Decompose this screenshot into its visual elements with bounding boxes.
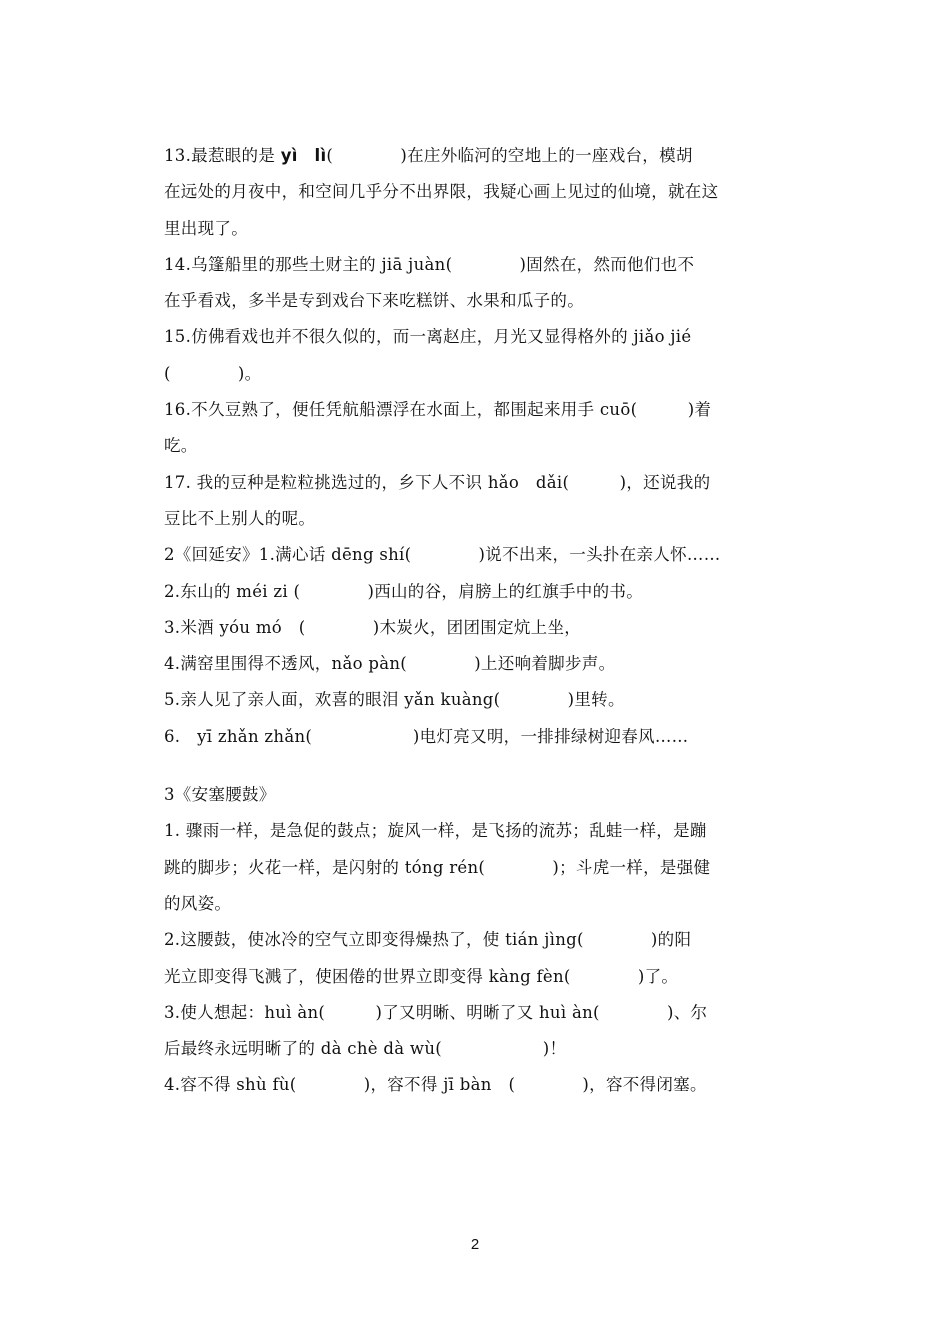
text-line: 15.仿佛看戏也并不很久似的，而一离赵庄，月光又显得格外的 jiǎo jié: [164, 327, 692, 347]
text-line: 5.亲人见了亲人面，欢喜的眼泪 yǎn kuàng( )里转。: [164, 690, 625, 710]
text-line: 4.容不得 shù fù( )，容不得 jī bàn ( )，容不得闭塞。: [164, 1075, 707, 1095]
text-line: 4.满窑里围得不透风，nǎo pàn( )上还响着脚步声。: [164, 654, 616, 674]
text-line: 3.米酒 yóu mó ( )木炭火，团团围定炕上坐，: [164, 617, 582, 637]
text-line: 豆比不上别人的呢。: [164, 508, 316, 528]
text-line: ( )。: [164, 363, 262, 383]
pinyin-bold: yì lì: [280, 146, 327, 165]
text-line: 2.这腰鼓，使冰冷的空气立即变得燥热了，使 tián jìng( )的阳: [164, 930, 692, 950]
document-body: [164, 138, 790, 1104]
text-line: 13.最惹眼的是 yì lì( )在庄外临河的空地上的一座戏台，模胡: [164, 146, 693, 165]
text-line: 在远处的月夜中，和空间几乎分不出界限，我疑心画上见过的仙境，就在这: [164, 182, 719, 202]
text-line: 1. 骤雨一样，是急促的鼓点；旋风一样，是飞扬的流苏；乱蛙一样，是蹦: [164, 821, 707, 841]
section-title: 3《安塞腰鼓》: [164, 785, 276, 805]
spacer: [164, 755, 790, 777]
text-line: 6. yī zhǎn zhǎn( )电灯亮又明，一排排绿树迎春风……: [164, 726, 689, 746]
text-line: 在乎看戏，多半是专到戏台下来吃糕饼、水果和瓜子的。: [164, 291, 584, 311]
text-line: 后最终永远明晰了的 dà chè dà wù( )！: [164, 1039, 567, 1059]
text-line: 跳的脚步；火花一样，是闪射的 tóng rén( )；斗虎一样，是强健: [164, 857, 711, 877]
page-number: 2: [470, 1236, 480, 1253]
text-line: 2《回延安》1.满心话 dēng shí( )说不出来，一头扑在亲人怀……: [164, 545, 721, 565]
text-line: 16.不久豆熟了，便任凭航船漂浮在水面上，都围起来用手 cuō( )着: [164, 400, 712, 420]
text-line: 17. 我的豆种是粒粒挑选过的，乡下人不识 hǎo dǎi( )，还说我的: [164, 472, 711, 492]
text-line: 光立即变得飞溅了，使困倦的世界立即变得 kàng fèn( )了。: [164, 966, 679, 986]
text-line: 3.使人想起：huì àn( )了又明晰、明晰了又 huì àn( )、尔: [164, 1002, 708, 1022]
text-line: 的风姿。: [164, 893, 232, 913]
text-line: 吃。: [164, 436, 198, 456]
text-line: 2.东山的 méi zi ( )西山的谷，肩膀上的红旗手中的书。: [164, 581, 644, 601]
text-line: 14.乌篷船里的那些土财主的 jiā juàn( )固然在，然而他们也不: [164, 254, 695, 274]
text-line: 里出现了。: [164, 218, 248, 238]
